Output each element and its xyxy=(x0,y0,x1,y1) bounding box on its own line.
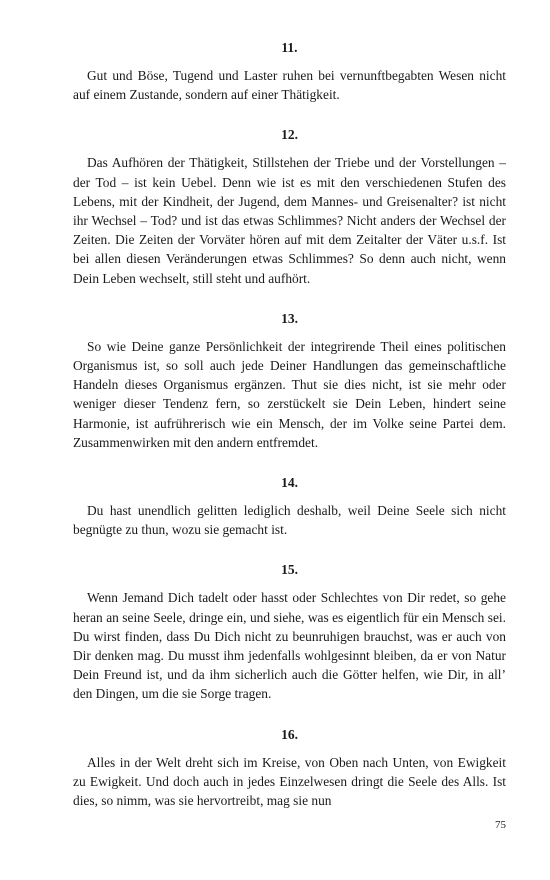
section-text: Alles in der Welt dreht sich im Kreise, von Oben nach Unten, von Ewigkeit zu Ewigkeit. Und doch auch in jedes Einzelwesen dringt die Seele des Alls. Ist dies, so nimm, was sie hervortreibt, mag sie nun xyxy=(73,754,506,809)
section-text: Du hast unendlich gelitten lediglich deshalb, weil Deine Seele sich nicht begnügte zu thun, wozu sie gemacht ist. xyxy=(73,503,506,538)
section-14 xyxy=(73,473,506,539)
section-number: 12. xyxy=(281,127,298,143)
page-body xyxy=(73,38,506,810)
section-16 xyxy=(73,725,506,811)
section-number: 13. xyxy=(281,310,298,326)
section-13 xyxy=(73,309,506,452)
section-number: 16. xyxy=(281,726,298,742)
section-text: Das Aufhören der Thätigkeit, Stillstehen der Triebe und der Vorstellungen – der Tod – ist kein Uebel. Denn wie ist es mit den verschiedenen Stufen des Lebens, mit der Kindheit, der Jugend, dem Mannes- und Greisenalter? ist nicht ihr Wechsel – Tod? und ist das etwas Schlimmes? Nicht anders der Wechsel der Zeiten. Die Zeiten der Vorväter hören auf mit dem Zeitalter der Väter u.s.f. Ist bei allen diesen Veränderungen etwas Schlimmes? So denn auch nicht, wenn Dein Leben wechselt, still steht und aufhört. xyxy=(73,155,506,286)
section-12 xyxy=(73,125,506,287)
page-number: 75 xyxy=(495,819,506,831)
section-text: So wie Deine ganze Persönlichkeit der integrirende Theil eines politischen Organismus ist, so soll auch jede Deiner Handlungen das gemeinschaftliche Handeln dieses Organismus ergänzen. Thut sie dies nicht, ist sie mehr oder weniger dieser Tendenz fern, so zerstückelt sie Dein Leben, hindert seine Harmonie, ist aufrührerisch wie ein Mensch, der im Volke seine Partei dem. Zusammenwirken mit den andern entfremdet. xyxy=(73,338,506,450)
section-text: Gut und Böse, Tugend und Laster ruhen bei vernunftbegabten Wesen nicht auf einem Zustande, sondern auf einer Thätigkeit. xyxy=(73,68,506,103)
section-number: 11. xyxy=(281,40,298,55)
section-number: 15. xyxy=(281,562,298,578)
section-number: 14. xyxy=(281,475,298,491)
section-11 xyxy=(73,38,506,104)
section-text: Wenn Jemand Dich tadelt oder hasst oder Schlechtes von Dir redet, so gehe heran an seine Seele, dringe ein, und siehe, was es eigentlich für ein Mensch sei. Du wirst finden, dass Du Dich nicht zu beunruhigen brauchst, was er auch von Dir denken mag. Du musst ihm jedenfalls wohlgesinnt bleiben, da er von Natur Dein Freund ist, und da ihm sicherlich auch die Götter helfen, wie Dir, in all’ den Dingen, um die sie Sorge tragen. xyxy=(73,590,506,702)
section-15 xyxy=(73,560,506,703)
